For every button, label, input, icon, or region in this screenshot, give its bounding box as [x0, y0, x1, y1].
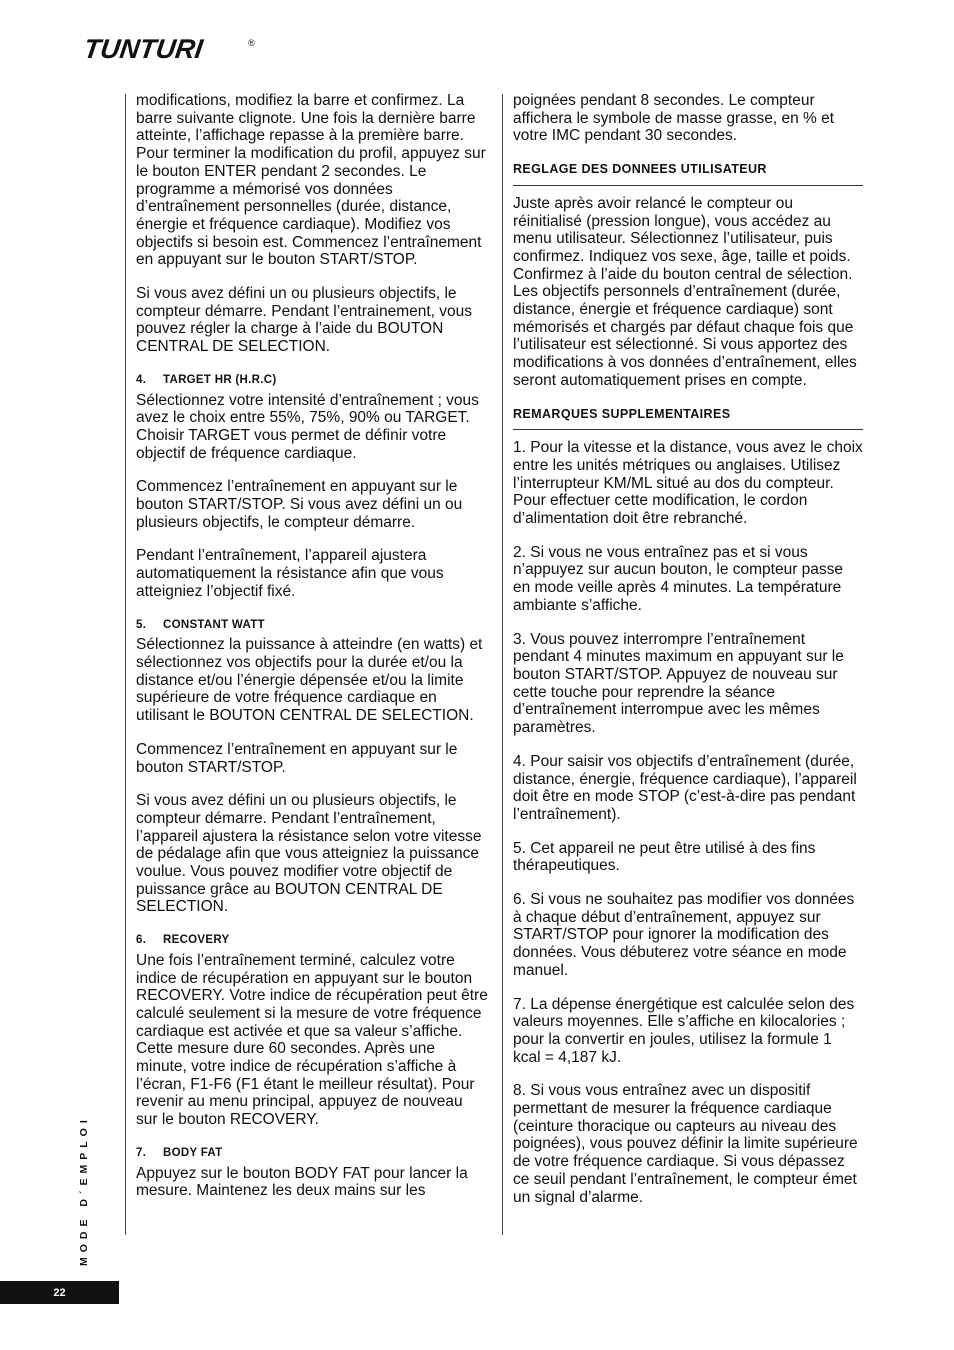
section-heading-remarks: REMARQUES SUPPLEMENTAIRES [513, 406, 863, 431]
list-item: 7. La dépense énergétique est calculée selon des valeurs moyennes. Elle s’affiche en kilocalories ; pour la convertir en joules, utilisez la formule 1 kcal = 4,187 kJ. [513, 995, 855, 1066]
brand-logo: TUNTURI [81, 34, 205, 64]
paragraph: Si vous avez défini un ou plusieurs objectifs, le compteur démarre. Pendant l’entrainement, vous pouvez régler la charge à l’aide du BOUTON CENTRAL DE SELECTION. [136, 285, 473, 356]
paragraph: Appuyez sur le bouton BODY FAT pour lancer la mesure. Maintenez les deux mains sur les [136, 1164, 468, 1200]
paragraph: poignées pendant 8 secondes. Le compteur affichera le symbole de masse grasse, en % et votre IMC pendant 30 secondes. [513, 92, 835, 145]
list-item: 8. Si vous vous entraînez avec un dispositif permettant de mesurer la fréquence cardiaque (ceinture thoracique ou capteurs au niveau des poignées), vous pouvez définir la limite supérieure de votre fréquence cardiaque. Si vous dépassez ce seuil pendant l’entraînement, le compteur émet un signal d’alarme. [513, 1082, 858, 1206]
list-item: 4. Pour saisir vos objectifs d’entraînement (durée, distance, énergie, fréquence cardiaque), l’appareil doit être en mode STOP (c’est-à-dire pas pendant l’entraînement). [513, 752, 857, 823]
section-heading-body-fat: 7. BODY FAT [136, 1146, 223, 1159]
paragraph: Pendant l’entraînement, l’appareil ajustera automatiquement la résistance afin que vous atteigniez l’objectif fixé. [136, 547, 444, 600]
paragraph: Une fois l’entraînement terminé, calculez votre indice de récupération en appuyant sur le bouton RECOVERY. Votre indice de récupération peut être calculé seulement si la mesure de votre fréquence cardiaque est activée et que sa valeur s’affiche. Cette mesure dure 60 secondes. Après une minute, votre indice de récupération s’affiche à l’écran, F1-F6 (F1 étant le meilleur résultat). Pour revenir au menu principal, appuyez de nouveau sur le bouton RECOVERY. [136, 951, 488, 1129]
paragraph: Commencez l’entraînement en appuyant sur le bouton START/STOP. Si vous avez défini un ou plusieurs objectifs, le compteur démarre. [136, 478, 463, 531]
registered-mark: ® [248, 38, 255, 48]
list-item: 1. Pour la vitesse et la distance, vous avez le choix entre les unités métriques ou anglaises. Utilisez l’interrupteur KM/ML situé au dos du compteur. Pour effectuer cette modification, le cordon d’alimentation doit être rebranché. [513, 439, 863, 528]
paragraph: Si vous avez défini un ou plusieurs objectifs, le compteur démarre. Pendant l’entraînement, l’appareil ajustera la résistance selon votre vitesse de pédalage afin que vous atteigniez la puissance voulue. Vous pouvez modifier votre objectif de puissance grâce au BOUTON CENTRAL DE SELECTION. [136, 792, 482, 916]
paragraph: Sélectionnez votre intensité d’entraînement ; vous avez le choix entre 55%, 75%, 90% ou TARGET. Choisir TARGET vous permet de définir votre objectif de fréquence cardiaque. [136, 391, 479, 462]
side-label: MODE D´EMPLOI [78, 1115, 90, 1266]
column1-rule [125, 94, 126, 1235]
section-heading-constant-watt: 5. CONSTANT WATT [136, 618, 265, 631]
paragraph: Sélectionnez la puissance à atteindre (en watts) et sélectionnez vos objectifs pour la durée et/ou la distance et/ou l’énergie dépensée et/ou la limite supérieure de votre fréquence cardiaque en utilisant le BOUTON CENTRAL DE SELECTION. [136, 636, 483, 725]
section-heading-target-hr: 4. TARGET HR (H.R.C) [136, 373, 277, 386]
column-left [136, 92, 488, 1216]
column2-rule [502, 94, 503, 1235]
paragraph: Commencez l’entraînement en appuyant sur le bouton START/STOP. [136, 740, 458, 776]
list-item: 3. Vous pouvez interrompre l’entraînement pendant 4 minutes maximum en appuyant sur le bouton START/STOP. Appuyez de nouveau sur cette touche pour reprendre la séance d’entraînement interrompue avec les mêmes paramètres. [513, 630, 844, 737]
column-right [513, 92, 863, 1222]
section-heading-user-data: REGLAGE DES DONNEES UTILISATEUR [513, 161, 863, 186]
list-item: 6. Si vous ne souhaitez pas modifier vos données à chaque début d’entraînement, appuyez sur START/STOP pour ignorer la modification des données. Vous débuterez votre séance en mode manuel. [513, 891, 855, 979]
list-item: 5. Cet appareil ne peut être utilisé à des fins thérapeutiques. [513, 839, 816, 875]
paragraph: modifications, modifiez la barre et confirmez. La barre suivante clignote. Une fois la dernière barre atteinte, l’affichage repasse à la première barre. Pour terminer la modification du profil, appuyez sur le bouton ENTER pendant 2 secondes. Le programme a mémorisé vos données d’entraînement personnelles (durée, distance, énergie et fréquence cardiaque). Modifiez vos objectifs si besoin est. Commencez l’entraînement en appuyant sur le bouton START/STOP. [136, 92, 486, 269]
list-item: 2. Si vous ne vous entraînez pas et si vous n’appuyez sur aucun bouton, le compteur passe en mode veille après 4 minutes. La température ambiante s’affiche. [513, 543, 844, 614]
section-heading-recovery: 6. RECOVERY [136, 934, 230, 947]
page-number: 22 [0, 1281, 119, 1304]
paragraph: Juste après avoir relancé le compteur ou réinitialisé (pression longue), vous accédez au menu utilisateur. Sélectionnez l’utilisateur, puis confirmez. Indiquez vos sexe, âge, taille et poids. Confirmez à l’aide du bouton central de sélection. Les objectifs personnels d’entraînement (durée, distance, énergie et fréquence cardiaque) sont mémorisés et chargés par défaut chaque fois que l’utilisateur est sélectionné. Si vous apportez des modifications à vos données d’entraînement, elles seront automatiquement prises en compte. [513, 194, 857, 389]
